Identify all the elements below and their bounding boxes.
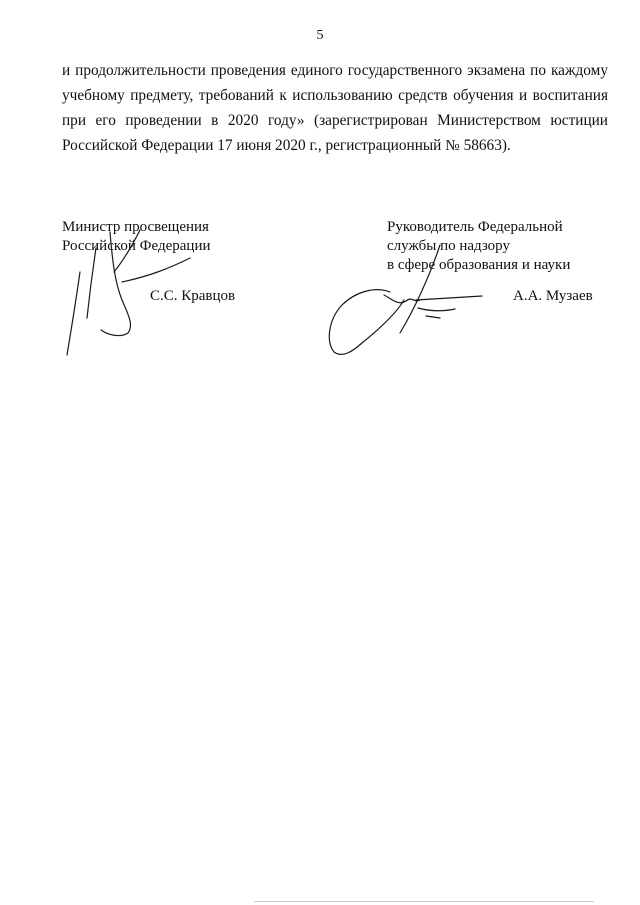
body-line: и продолжительности проведения единого государственного экзамена по каждому (62, 62, 608, 79)
body-line: Российской Федерации 17 июня 2020 г., регистрационный № 58663). (62, 137, 511, 154)
body-line: при его проведении в 2020 году» (зарегистрирован Министерством юстиции (62, 112, 608, 129)
bottom-divider (254, 901, 594, 902)
minister-title-line: Министр просвещения (62, 219, 209, 235)
minister-title (62, 218, 211, 256)
minister-title-line: Российской Федерации (62, 238, 211, 254)
page-number: 5 (316, 28, 324, 43)
head-of-service-title-line: в сфере образования и науки (387, 257, 571, 273)
head-of-service-title (387, 218, 570, 275)
body-paragraph (62, 58, 608, 158)
head-of-service-name: А.А. Музаев (513, 288, 593, 304)
head-of-service-title-line: Руководитель Федеральной (387, 219, 563, 235)
minister-name: С.С. Кравцов (150, 288, 236, 304)
head-of-service-title-line: службы по надзору (387, 238, 510, 254)
body-line: учебному предмету, требований к использованию средств обучения и воспитания (62, 87, 608, 104)
